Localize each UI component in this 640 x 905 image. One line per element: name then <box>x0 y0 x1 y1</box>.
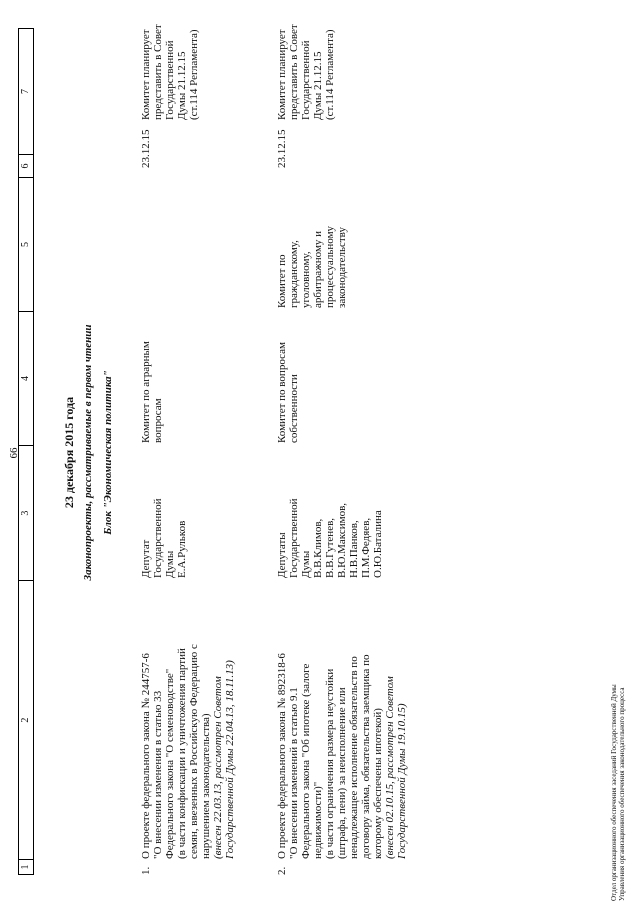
bill-line: Федерального закона "О семеноводстве" <box>164 668 176 859</box>
author-line: Думы <box>164 550 176 578</box>
footer-line: Отдел организационного обеспечения заседаний Государственной Думы <box>610 684 618 901</box>
committee-line: уголовному, <box>300 251 312 308</box>
responsible-committee <box>276 313 300 443</box>
author-line: В.В.Гутенев, <box>324 517 336 578</box>
footer <box>610 684 626 901</box>
authors <box>140 448 188 578</box>
bill-line: которому обеспечены ипотекой) <box>372 708 384 859</box>
authors <box>276 448 384 578</box>
note-line: Комитет планирует <box>276 29 288 120</box>
author-line: Депутат <box>140 539 152 578</box>
author-line: Депутаты <box>276 532 288 578</box>
bill-line: "О внесении изменений в статью 9.1 <box>288 687 300 859</box>
bill-description <box>140 579 236 859</box>
column-number: 6 <box>19 155 33 178</box>
bill-line: "О внесении изменения в статью 33 <box>152 690 164 859</box>
bill-line: (штрафа, пени) за неисполнение или <box>336 687 348 859</box>
author-line: Государственной <box>288 498 300 578</box>
column-number-row <box>18 28 34 875</box>
note-line: Государственной <box>300 40 312 120</box>
note-line: Комитет планирует <box>140 29 152 120</box>
committee-line: законодательству <box>336 227 348 308</box>
author-line: Государственной <box>152 498 164 578</box>
bill-line: ненадлежащее исполнение обязательств по <box>348 656 360 859</box>
review-date: 23.12.15 <box>276 129 288 168</box>
date-title: 23 декабря 2015 года <box>62 396 76 509</box>
bill-line: (внесен 02.10.15, рассмотрен Советом <box>384 676 396 859</box>
column-number: 5 <box>19 178 33 312</box>
column-number: 2 <box>19 581 33 860</box>
committee-line: вопросам <box>152 398 164 443</box>
committee-line: гражданскому, <box>288 240 300 308</box>
author-line: В.Ю.Максимов, <box>336 502 348 578</box>
author-line: В.В.Климов, <box>312 518 324 578</box>
bill-line: нарушением законодательства) <box>200 713 212 859</box>
responsible-committee <box>140 313 164 443</box>
co-executor-committee <box>276 178 348 308</box>
column-number: 3 <box>19 446 33 581</box>
note-line: (ст.114 Регламента) <box>324 29 336 120</box>
committee-line: арбитражному и <box>312 230 324 308</box>
row-number: 1. <box>140 866 152 875</box>
note-line: представить в Совет <box>152 24 164 120</box>
bill-line: (внесен 22.03.13, рассмотрен Советом <box>212 676 224 859</box>
bill-line: (в части конфискации и уничтожения партий <box>176 648 188 859</box>
author-line: Думы <box>300 550 312 578</box>
note-line: (ст.114 Регламента) <box>188 29 200 120</box>
note-line: Думы 21.12.15 <box>312 51 324 120</box>
committee-line: Комитет по вопросам <box>276 342 288 443</box>
footer-line: Управления организационного обеспечения законодательного процесса <box>618 687 626 901</box>
bill-line: Государственной Думы 19.10.15) <box>396 703 408 859</box>
note-line: представить в Совет <box>288 24 300 120</box>
author-line: П.М.Федяев, <box>360 517 372 578</box>
bill-line: Государственной Думы 22.04.13, 18.11.13) <box>224 660 236 859</box>
committee-line: процессуальному <box>324 225 336 308</box>
bill-line: О проекте федерального закона № 892318-6 <box>276 653 288 859</box>
note <box>276 2 336 120</box>
bill-description <box>276 579 408 859</box>
bill-line: О проекте федерального закона № 244757-6 <box>140 653 152 859</box>
author-line: О.Ю.Баталина <box>372 510 384 578</box>
review-date: 23.12.15 <box>140 129 152 168</box>
bill-line: недвижимости)" <box>312 781 324 859</box>
column-number: 1 <box>20 864 31 870</box>
column-number: 7 <box>19 29 33 155</box>
section-subtitle: Законопроекты, рассматриваемые в первом чтении <box>82 324 94 581</box>
block-title: Блок "Экономическая политика" <box>102 370 114 535</box>
bill-line: Федерального закона "Об ипотеке (залоге <box>300 663 312 859</box>
note-line: Государственной <box>164 40 176 120</box>
row-number: 2. <box>276 866 288 875</box>
committee-line: Комитет по аграрным <box>140 341 152 443</box>
committee-line: Комитет по <box>276 254 288 308</box>
bill-line: (в части ограничения размера неустойки <box>324 668 336 859</box>
note <box>140 2 200 120</box>
author-line: Н.В.Панков, <box>348 520 360 578</box>
note-line: Думы 21.12.15 <box>176 51 188 120</box>
author-line: Е.А.Рульков <box>176 520 188 578</box>
page-number: 66 <box>8 447 20 459</box>
bill-line: договору займа, обязательства заемщика по <box>360 654 372 859</box>
bill-line: семян, ввезенных в Российскую Федерацию с <box>188 644 200 859</box>
column-number: 4 <box>19 312 33 446</box>
committee-line: собственности <box>288 374 300 443</box>
